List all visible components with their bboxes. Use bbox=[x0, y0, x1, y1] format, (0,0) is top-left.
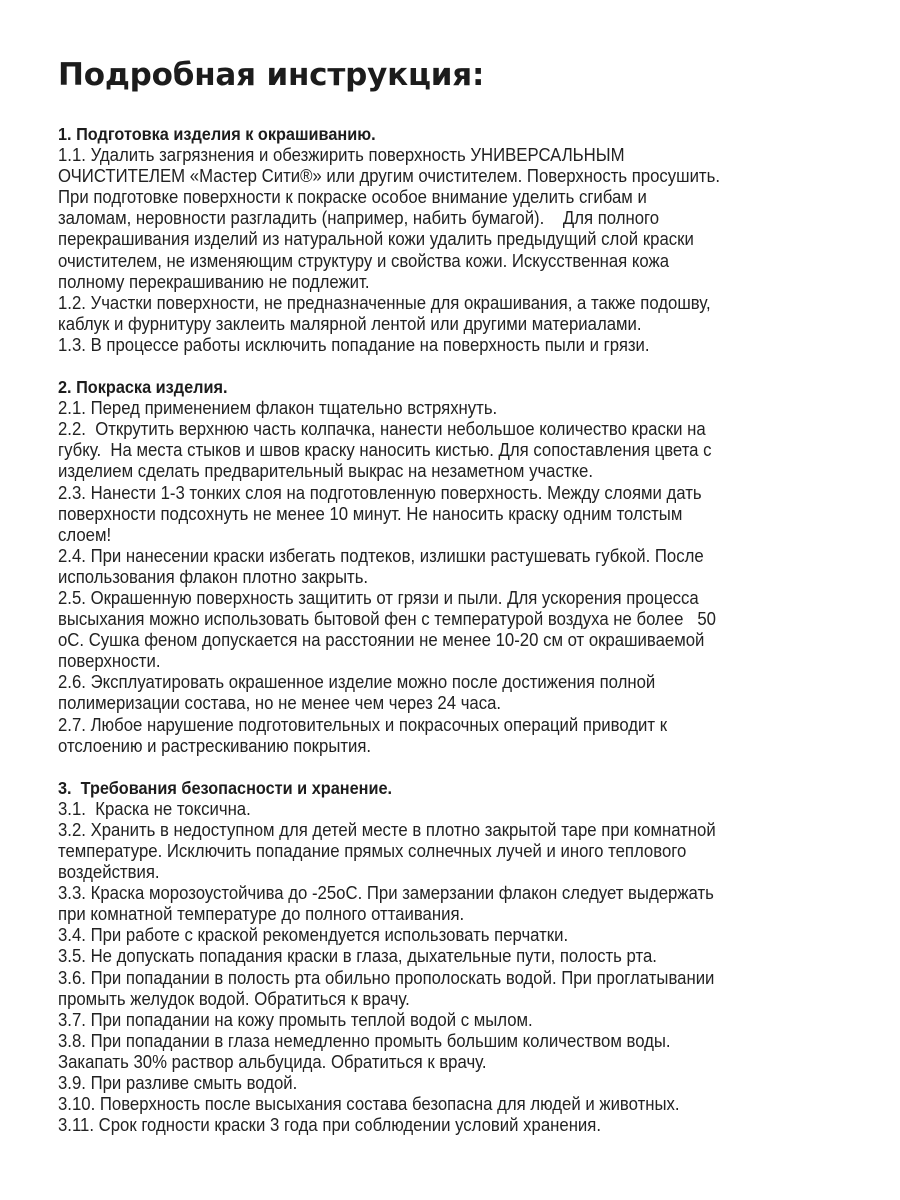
section-painting bbox=[58, 377, 858, 757]
text-line: 3.6. При попадании в полость рта обильно прополоскать водой. При проглатывании bbox=[58, 967, 715, 988]
text-line: 1.3. В процессе работы исключить попадание на поверхность пыли и грязи. bbox=[58, 334, 650, 355]
text-line: перекрашивания изделий из натуральной кожи удалить предыдущий слой краски bbox=[58, 229, 694, 250]
text-line: изделием сделать предварительный выкрас на незаметном участке. bbox=[58, 461, 593, 482]
text-line: высыхания можно использовать бытовой фен с температурой воздуха не более 50 bbox=[58, 609, 716, 630]
text-line: температуре. Исключить попадание прямых солнечных лучей и иного теплового bbox=[58, 841, 687, 861]
text-line: Закапать 30% раствор альбуцида. Обратиться к врачу. bbox=[58, 1051, 487, 1072]
text-line: 1.2. Участки поверхности, не предназначенные для окрашивания, а также подошву, bbox=[58, 292, 711, 313]
text-line: 1.1. Удалить загрязнения и обезжирить поверхность УНИВЕРСАЛЬНЫМ bbox=[58, 145, 625, 166]
text-line: поверхности подсохнуть не менее 10 минут. Не наносить краску одним толстым bbox=[58, 503, 683, 524]
document-title: Подробная инструкция: bbox=[58, 57, 485, 93]
text-line: 2.5. Окрашенную поверхность защитить от грязи и пыли. Для ускорения процесса bbox=[58, 587, 699, 608]
section-preparation bbox=[58, 124, 858, 356]
text-line: промыть желудок водой. Обратиться к врачу. bbox=[58, 988, 410, 1009]
text-line: использования флакон плотно закрыть. bbox=[58, 566, 369, 587]
instruction-document bbox=[58, 52, 858, 1157]
text-line: 3.5. Не допускать попадания краски в глаза, дыхательные пути, полость рта. bbox=[58, 946, 657, 967]
text-line: 3.8. При попадании в глаза немедленно промыть большим количеством воды. bbox=[58, 1030, 671, 1051]
text-line: 2.2. Открутить верхнюю часть колпачка, нанести небольшое количество краски на bbox=[58, 419, 706, 440]
text-line: оС. Сушка феном допускается на расстоянии не менее 10-20 см от окрашиваемой bbox=[58, 630, 705, 651]
section-heading: 3. Требования безопасности и хранение. bbox=[58, 777, 393, 798]
text-line: 3.9. При разливе смыть водой. bbox=[58, 1073, 298, 1094]
text-line: 2.4. При нанесении краски избегать подтеков, излишки растушевать губкой. После bbox=[58, 545, 704, 566]
text-line: полимеризации состава, но не менее чем через 24 часа. bbox=[58, 693, 502, 714]
text-line: 3.2. Хранить в недоступном для детей месте в плотно закрытой таре при комнатной bbox=[58, 819, 716, 840]
text-line: 3.11. Срок годности краски 3 года при соблюдении условий хранения. bbox=[58, 1115, 602, 1136]
text-line: заломам, неровности разгладить (например, набить бумагой). Для полного bbox=[58, 208, 660, 229]
text-line: 3.3. Краска морозоустойчива до -25оС. При замерзании флакон следует выдержать bbox=[58, 883, 714, 904]
text-line: 2.6. Эксплуатировать окрашенное изделие можно после достижения полной bbox=[58, 672, 656, 693]
text-line: 3.7. При попадании на кожу промыть теплой водой с мылом. bbox=[58, 1009, 533, 1030]
text-line: 3.1. Краска не токсична. bbox=[58, 798, 251, 819]
text-line: 2.1. Перед применением флакон тщательно встряхнуть. bbox=[58, 398, 498, 419]
text-line: слоем! bbox=[58, 524, 112, 545]
text-line: 3.10. Поверхность после высыхания состава безопасна для людей и животных. bbox=[58, 1094, 680, 1115]
text-line: отслоению и растрескиванию покрытия. bbox=[58, 735, 372, 756]
text-line: поверхности. bbox=[58, 651, 161, 672]
text-line: 2.3. Нанести 1-3 тонких слоя на подготовленную поверхность. Между слоями дать bbox=[58, 482, 702, 503]
section-safety-storage bbox=[58, 778, 858, 1137]
text-line: 3.4. При работе с краской рекомендуется использовать перчатки. bbox=[58, 925, 569, 946]
text-line: воздействия. bbox=[58, 862, 160, 883]
text-line: губку. На места стыков и швов краску наносить кистью. Для сопоставления цвета с bbox=[58, 440, 712, 461]
section-heading: 2. Покраска изделия. bbox=[58, 377, 228, 398]
text-line: 2.7. Любое нарушение подготовительных и покрасочных операций приводит к bbox=[58, 714, 668, 735]
text-line: При подготовке поверхности к покраске особое внимание уделить сгибам и bbox=[58, 187, 647, 208]
text-line: каблук и фурнитуру заклеить малярной лентой или другими материалами. bbox=[58, 313, 642, 334]
text-line: при комнатной температуре до полного оттаивания. bbox=[58, 904, 465, 925]
text-line: полному перекрашиванию не подлежит. bbox=[58, 271, 370, 292]
text-line: ОЧИСТИТЕЛЕМ «Мастер Сити®» или другим очистителем. Поверхность просушить. bbox=[58, 166, 720, 187]
section-heading: 1. Подготовка изделия к окрашиванию. bbox=[58, 124, 376, 144]
text-line: очистителем, не изменяющим структуру и свойства кожи. Искусственная кожа bbox=[58, 250, 670, 271]
